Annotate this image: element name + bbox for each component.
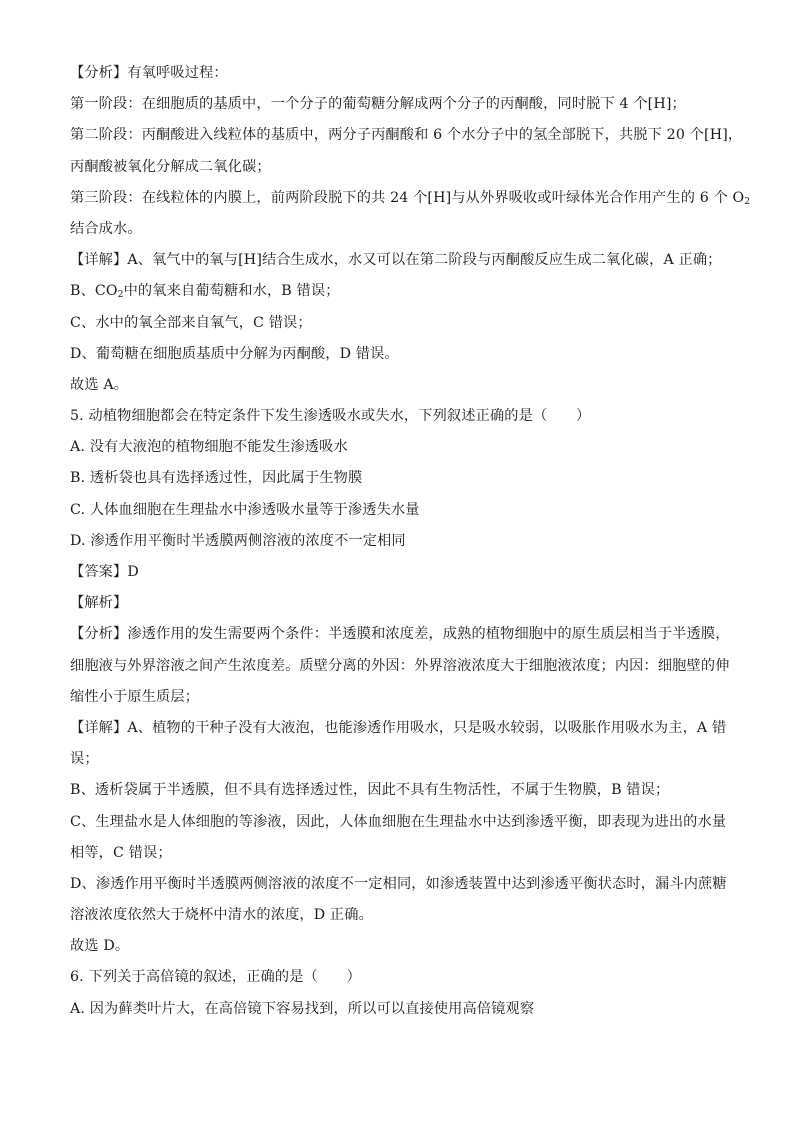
subscript: 2 bbox=[117, 290, 124, 301]
text-line: 细胞液与外界溶液之间产生浓度差。质壁分离的外因：外界溶液浓度大于细胞液浓度；内因：细胞壁的伸 bbox=[70, 657, 730, 674]
option-a: A. 因为藓类叶片大，在高倍镜下容易找到，所以可以直接使用高倍镜观察 bbox=[70, 1000, 535, 1017]
text-span: 中的氧来自葡萄糖和水，B 错误； bbox=[123, 283, 340, 300]
text-line: 第二阶段：丙酮酸进入线粒体的基质中，两分子丙酮酸和 6 个水分子中的氢全部脱下，共脱下 20 个[H]， bbox=[70, 127, 743, 144]
question-6: 6. 下列关于高倍镜的叙述，正确的是（ ） bbox=[70, 969, 361, 986]
analysis-heading: 【分析】有氧呼吸过程： bbox=[70, 65, 228, 81]
text-line: D、渗透作用平衡时半透膜两侧溶液的浓度不一定相同，如渗透装置中达到渗透平衡状态时，漏斗内蔗糖 bbox=[70, 875, 727, 892]
text-line: 第一阶段：在细胞质的基质中，一个分子的葡萄糖分解成两个分子的丙酮酸，同时脱下 4 个[H]； bbox=[70, 96, 686, 113]
text-span: 第三阶段：在线粒体的内膜上，前两阶段脱下的共 24 个[H]与从外界吸收或叶绿体光合作用产生的 6 个 O bbox=[70, 189, 745, 206]
text-line: D、葡萄糖在细胞质基质中分解为丙酮酸，D 错误。 bbox=[70, 345, 399, 362]
option-b: B. 透析袋也具有选择透过性，因此属于生物膜 bbox=[70, 470, 363, 487]
option-c: C. 人体血细胞在生理盐水中渗透吸水量等于渗透失水量 bbox=[70, 501, 420, 518]
answer: 【答案】D bbox=[70, 564, 139, 580]
text-span: B、CO bbox=[70, 283, 118, 300]
text-line bbox=[70, 188, 751, 208]
text-line: 误； bbox=[70, 751, 99, 768]
text-line: C、水中的氧全部来自氧气，C 错误； bbox=[70, 314, 312, 331]
text-line: 故选 A。 bbox=[70, 376, 129, 393]
text-line: C、生理盐水是人体细胞的等渗液，因此，人体血细胞在生理盐水中达到渗透平衡，即表现为进出的水量 bbox=[70, 813, 727, 830]
detail-line: 【详解】A、植物的干种子没有大液泡，也能渗透作用吸水，只是吸水较弱，以吸胀作用吸水为主，A 错 bbox=[70, 719, 727, 736]
text-line: 相等，C 错误； bbox=[70, 844, 172, 861]
text-line: 溶液浓度依然大于烧杯中清水的浓度，D 正确。 bbox=[70, 907, 373, 924]
explanation-heading: 【解析】 bbox=[70, 595, 128, 612]
analysis-line: 【分析】渗透作用的发生需要两个条件：半透膜和浓度差，成熟的植物细胞中的原生质层相当于半透膜， bbox=[70, 626, 730, 643]
detail-line: 【详解】A、氧气中的氧与[H]结合生成水，水又可以在第二阶段与丙酮酸反应生成二氧化碳，A 正确； bbox=[70, 252, 722, 269]
text-line: 故选 D。 bbox=[70, 938, 130, 955]
text-line: 缩性小于原生质层； bbox=[70, 688, 200, 705]
text-line: 丙酮酸被氧化分解成二氧化碳； bbox=[70, 158, 271, 175]
option-d: D. 渗透作用平衡时半透膜两侧溶液的浓度不一定相同 bbox=[70, 532, 406, 549]
subscript: 2 bbox=[744, 196, 751, 207]
question-5: 5. 动植物细胞都会在特定条件下发生渗透吸水或失水，下列叙述正确的是（ ） bbox=[70, 408, 591, 425]
option-a: A. 没有大液泡的植物细胞不能发生渗透吸水 bbox=[70, 439, 348, 456]
text-line: B、透析袋属于半透膜，但不具有选择透过性，因此不具有生物活性，不属于生物膜，B 错误； bbox=[70, 782, 670, 799]
text-line: 结合成水。 bbox=[70, 220, 142, 237]
text-line bbox=[70, 281, 724, 301]
